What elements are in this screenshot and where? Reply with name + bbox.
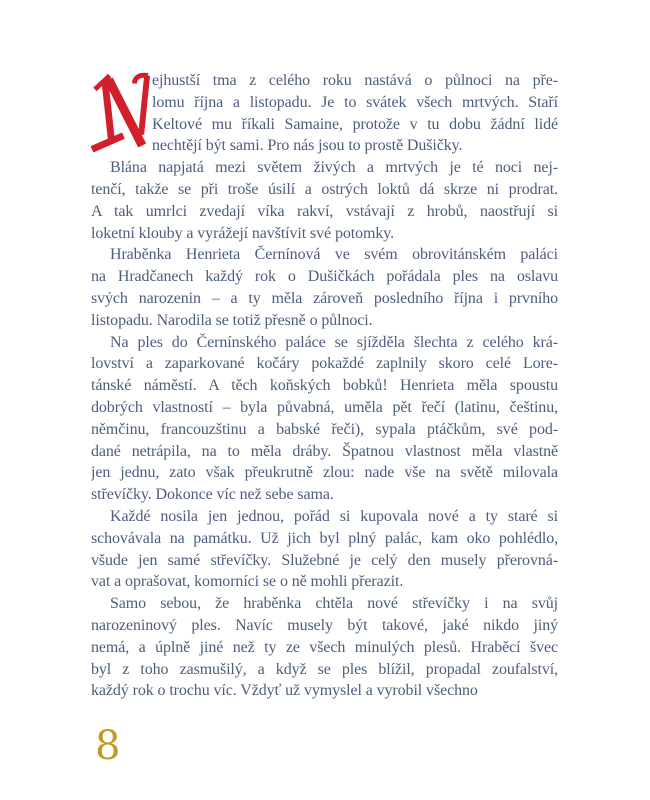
text-line: Keltové mu říkali Samaine, protože v tu dobu žádní lidé <box>152 115 558 133</box>
text-line: lovství a zaparkované kočáry pokaždé zaplnily skoro celé Lore- <box>91 355 558 373</box>
text-line: vat a oprašovat, komorníci se o ně mohli přerazit. <box>91 573 404 591</box>
drop-cap-letter-n-icon <box>91 72 152 152</box>
text-line: Na ples do Černínského paláce se sjížděla šlechta z celého krá- <box>110 333 558 351</box>
paragraph <box>91 70 558 157</box>
text-line: nemá, a úplně jiné než ty ze všech minulých plesů. Hraběcí švec <box>91 638 558 656</box>
text-line: Každé nosila jen jednou, pořád si kupovala nové a ty staré si <box>110 507 558 525</box>
text-line: Samo sebou, že hraběnka chtěla nové střevíčky i na svůj <box>110 595 558 613</box>
text-line: na Hradčanech každý rok o Dušičkách pořádala ples na oslavu <box>91 268 558 286</box>
text-line: lomu října a listopadu. Je to svátek všech mrtvých. Staří <box>152 93 558 111</box>
text-line: Hraběnka Henrieta Černínová ve svém obrovitánském paláci <box>110 246 558 264</box>
text-line: tánské náměstí. A těch koňských bobků! Henrieta měla spoustu <box>91 377 558 395</box>
paragraph <box>91 157 558 244</box>
text-line: byl z toho zasmušilý, a když se ples blížil, propadal zoufalství, <box>91 660 558 678</box>
text-line: dané netrápila, na to měla dráby. Špatnou vlastnost měla vlastně <box>91 442 558 460</box>
text-line: tenčí, takže se při troše úsilí a ostrých loktů dá skrze ni prodrat. <box>91 180 558 198</box>
paragraph <box>91 244 558 331</box>
text-line: narozeninový ples. Navíc musely být takové, jaké nikdo jiný <box>91 616 558 634</box>
text-line: loketní klouby a vyrážejí navštívit své potomky. <box>91 224 394 242</box>
page-number: 8 <box>95 723 121 769</box>
paragraph <box>91 593 558 702</box>
text-line: nechtějí být sami. Pro nás jsou to prostě Dušičky. <box>152 137 463 155</box>
text-line: každý rok o trochu víc. Vždyť už vymyslel a vyrobil všechno <box>91 682 478 700</box>
text-block <box>91 70 558 702</box>
text-line: ejhustší tma z celého roku nastává o půlnoci na pře- <box>152 72 558 89</box>
text-line: němčinu, francouzštinu a babské řeči), sypala ptáčkům, své pod- <box>91 420 558 438</box>
text-line: všude jen samé střevíčky. Služebné je celý den musely přerovná- <box>91 551 558 569</box>
text-line: svých narozenin – a ty měla zároveň posledního října i prvního <box>91 289 558 307</box>
paragraph <box>91 332 558 506</box>
text-line: listopadu. Narodila se totiž přesně o půlnoci. <box>91 311 373 329</box>
text-line: schovávala na památku. Už jich byl plný palác, kam oko pohlédlo, <box>91 529 558 547</box>
paragraph <box>91 506 558 593</box>
text-line: A tak umrlci zvedají víka rakví, vstávají z hrobů, naostřují si <box>91 202 558 220</box>
drop-cap <box>91 70 152 157</box>
text-line: Blána napjatá mezi světem živých a mrtvých je té noci nej- <box>110 159 558 177</box>
text-line: dobrých vlastností – byla půvabná, uměla pět řečí (latinu, češtinu, <box>91 398 558 416</box>
text-line: střevíčky. Dokonce víc než sebe sama. <box>91 486 334 504</box>
text-line: jen jednu, zato však přeukrutně zlou: nade vše na světě milovala <box>91 464 558 482</box>
